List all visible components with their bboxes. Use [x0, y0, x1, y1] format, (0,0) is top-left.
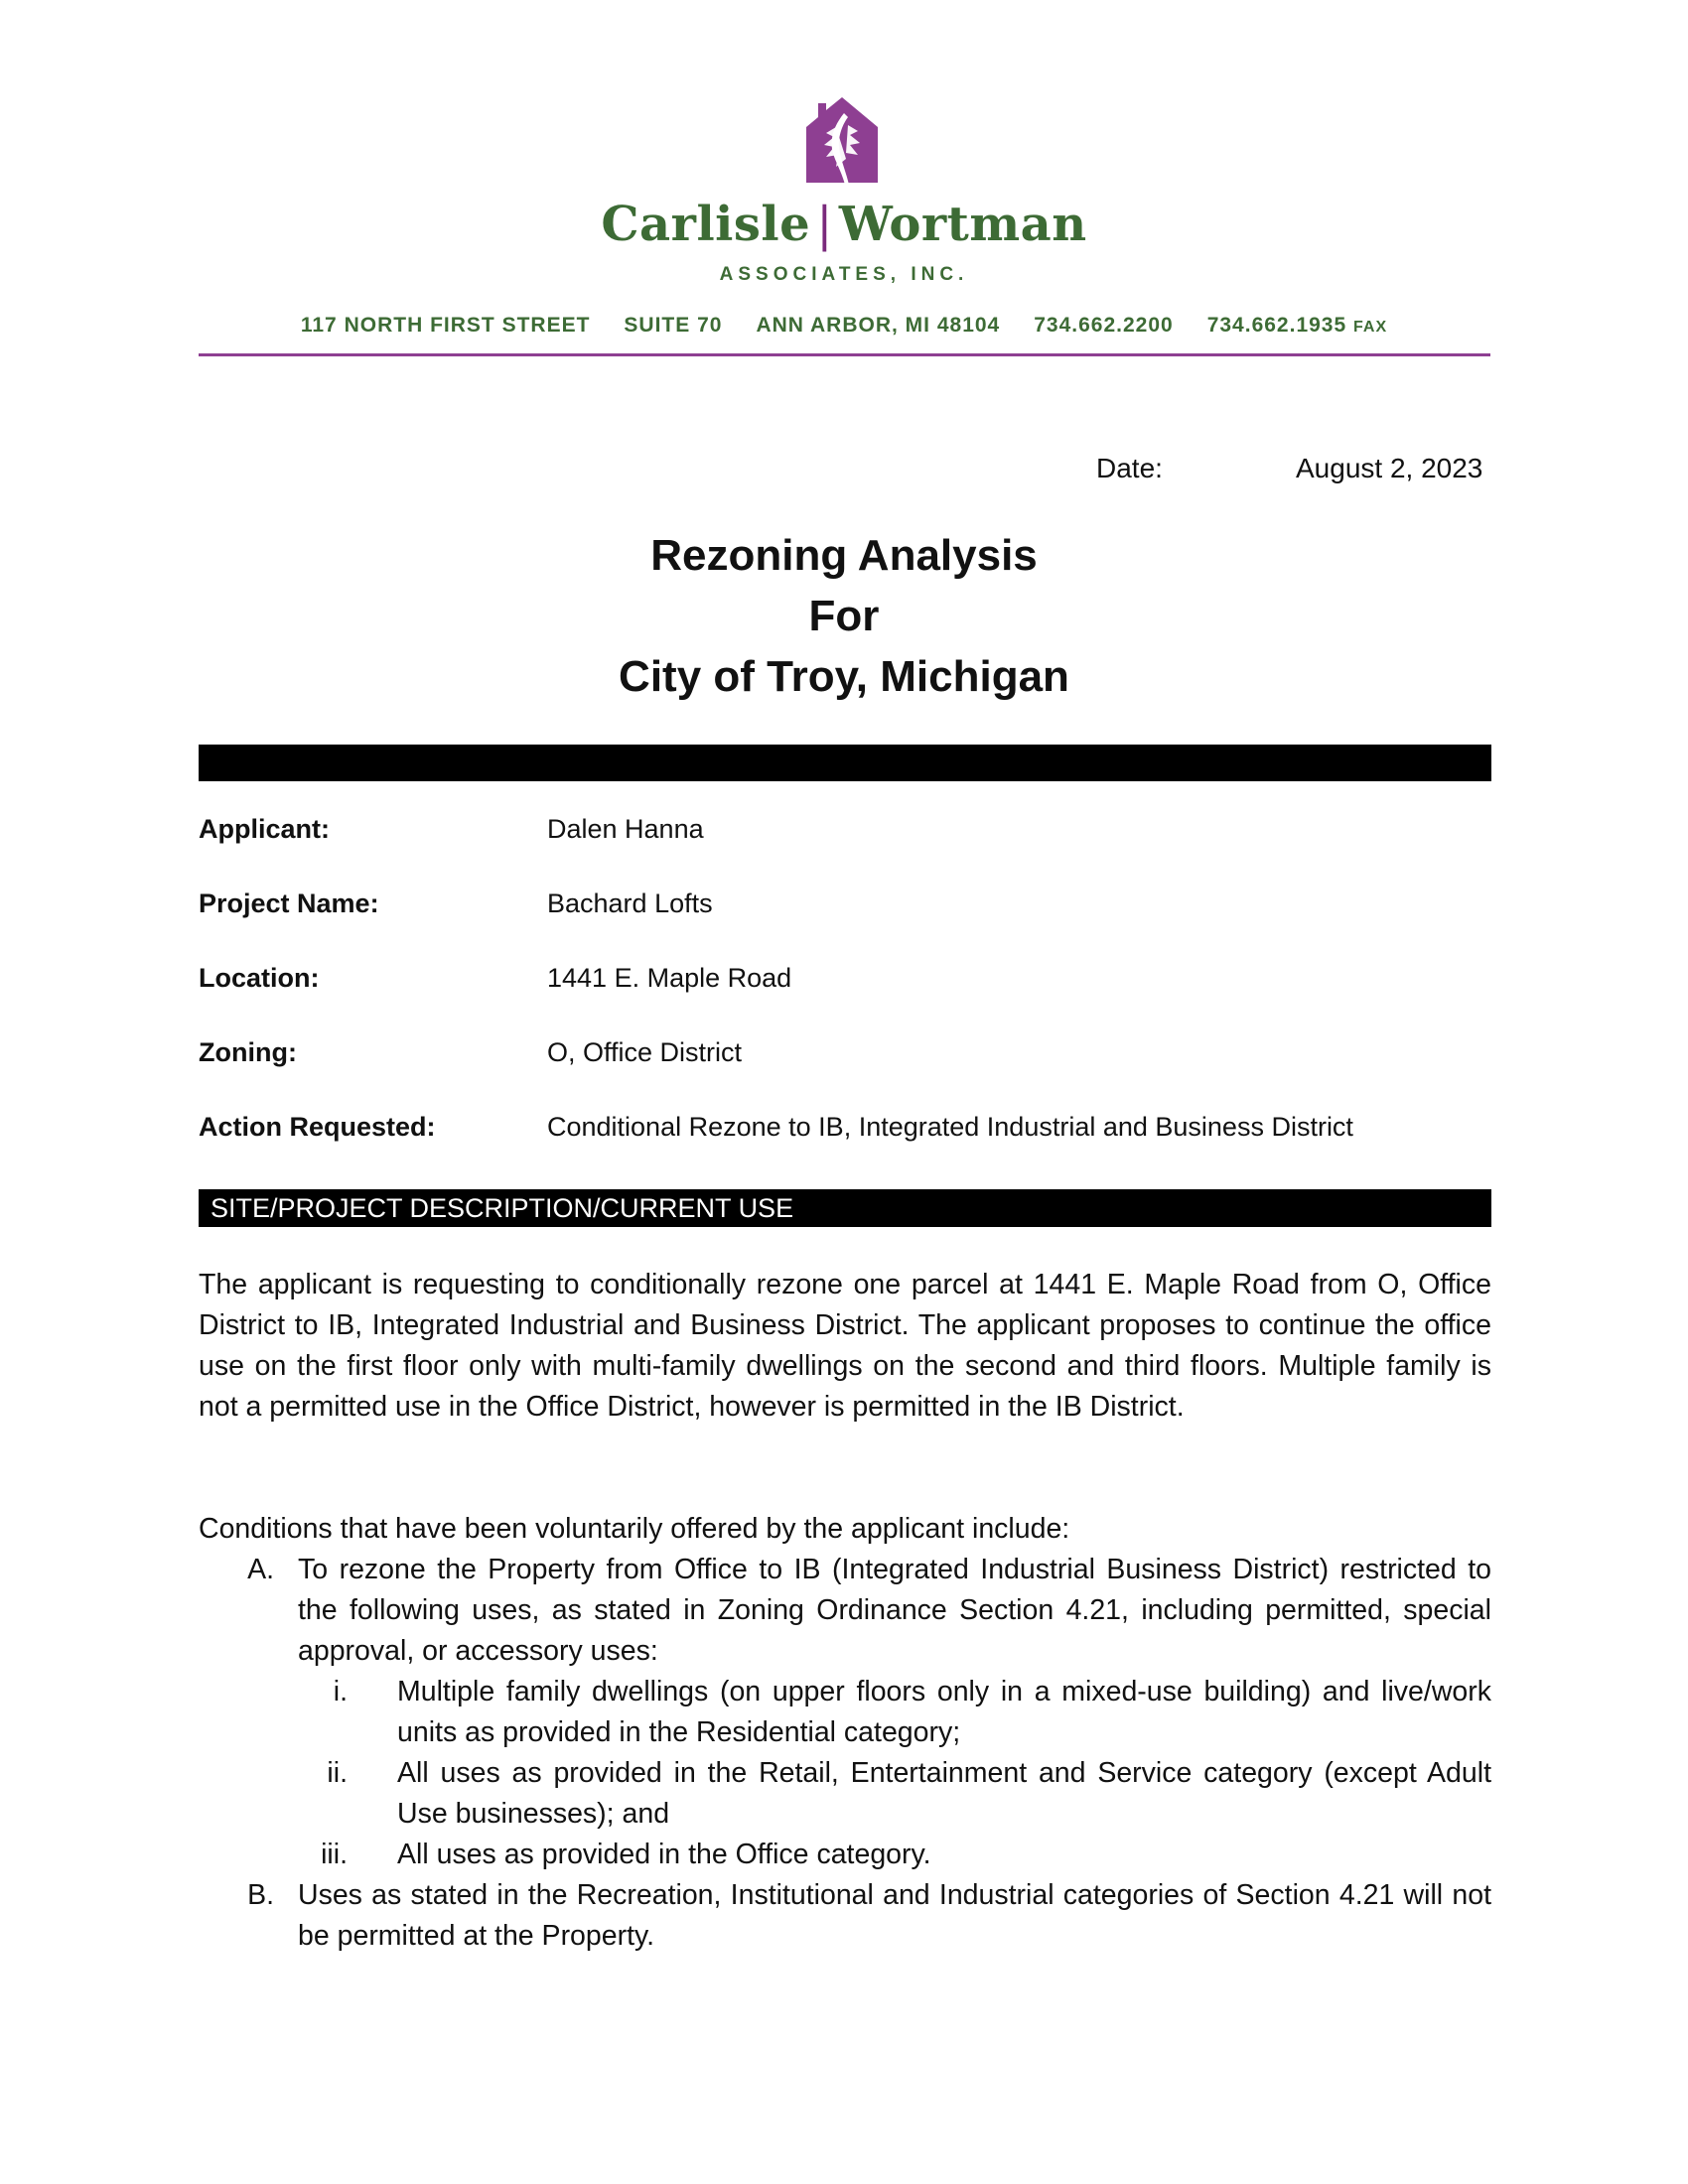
document-title-line-1: Rezoning Analysis — [650, 531, 1038, 580]
date-label: Date: — [1096, 453, 1163, 483]
date-value: August 2, 2023 — [1296, 453, 1483, 483]
address-suite: SUITE 70 — [624, 314, 723, 337]
list-text: Multiple family dwellings (on upper floors only in a mixed-use building) and live/work units as provided in the Residential category; — [397, 1676, 1491, 1748]
info-label: Project Name: — [199, 888, 379, 918]
list-text: Uses as stated in the Recreation, Institutional and Industrial categories of Section 4.21 will not be permitted at the Property. — [298, 1879, 1491, 1952]
list-marker: i. — [333, 1676, 348, 1707]
document-title-line-3: City of Troy, Michigan — [619, 652, 1069, 701]
info-value: O, Office District — [547, 1037, 743, 1067]
list-marker: B. — [247, 1879, 274, 1911]
letterhead-rule — [199, 353, 1490, 356]
list-text: To rezone the Property from Office to IB (Integrated Industrial Business District) restricted to the following uses, as stated in Zoning Ordinance Section 4.21, including permitted, special approval, or accessory uses: — [298, 1554, 1491, 1667]
fax-number: 734.662.1935 — [1206, 314, 1347, 337]
firm-subtitle: ASSOCIATES, INC. — [719, 264, 969, 285]
info-value: 1441 E. Maple Road — [547, 963, 792, 993]
address-street: 117 NORTH FIRST STREET — [300, 314, 591, 337]
list-text: All uses as provided in the Retail, Entertainment and Service category (except Adult Use businesses); and — [397, 1757, 1491, 1830]
firm-name-separator: | — [816, 197, 833, 252]
address-city: ANN ARBOR, MI 48104 — [756, 314, 1001, 337]
firm-name-left: Carlisle — [601, 197, 811, 252]
info-label: Action Requested: — [199, 1112, 436, 1142]
list-marker: A. — [247, 1554, 274, 1585]
condition-subitem-ii — [199, 1753, 1491, 1835]
address-fax — [1207, 314, 1387, 340]
condition-subitem-iii — [199, 1835, 1491, 1875]
firm-name — [0, 197, 1688, 252]
letterhead-address — [199, 314, 1489, 340]
conditions-intro: Conditions that have been voluntarily offered by the applicant include: — [199, 1513, 1070, 1545]
description-paragraph: The applicant is requesting to conditionally rezone one parcel at 1441 E. Maple Road from O, Office District to IB, Integrated Industrial and Business District. The applicant proposes to continue the office use on the first floor only with multi-family dwellings on the second and third floors. Multiple family is not a permitted use in the Office District, however is permitted in the IB District. — [199, 1269, 1491, 1423]
list-text: All uses as provided in the Office category. — [397, 1839, 931, 1870]
condition-subitem-i — [199, 1672, 1491, 1753]
list-marker: ii. — [327, 1757, 348, 1789]
info-value: Bachard Lofts — [547, 888, 713, 918]
document-title-line-2: For — [808, 592, 880, 640]
firm-name-right: Wortman — [838, 197, 1087, 252]
info-label: Applicant: — [199, 814, 330, 844]
section-header-text: SITE/PROJECT DESCRIPTION/CURRENT USE — [211, 1193, 794, 1223]
section-header — [199, 1189, 1491, 1227]
condition-item-b — [199, 1875, 1491, 1957]
address-phone: 734.662.2200 — [1034, 314, 1174, 337]
info-value: Conditional Rezone to IB, Integrated Industrial and Business District — [547, 1112, 1353, 1142]
info-value: Dalen Hanna — [547, 814, 704, 844]
info-label: Location: — [199, 963, 320, 993]
title-divider-bar — [199, 745, 1491, 781]
condition-item-a — [199, 1550, 1491, 1672]
list-marker: iii. — [321, 1839, 348, 1870]
house-leaf-logo-icon — [806, 97, 878, 189]
fax-label: FAX — [1353, 319, 1388, 336]
info-label: Zoning: — [199, 1037, 297, 1067]
